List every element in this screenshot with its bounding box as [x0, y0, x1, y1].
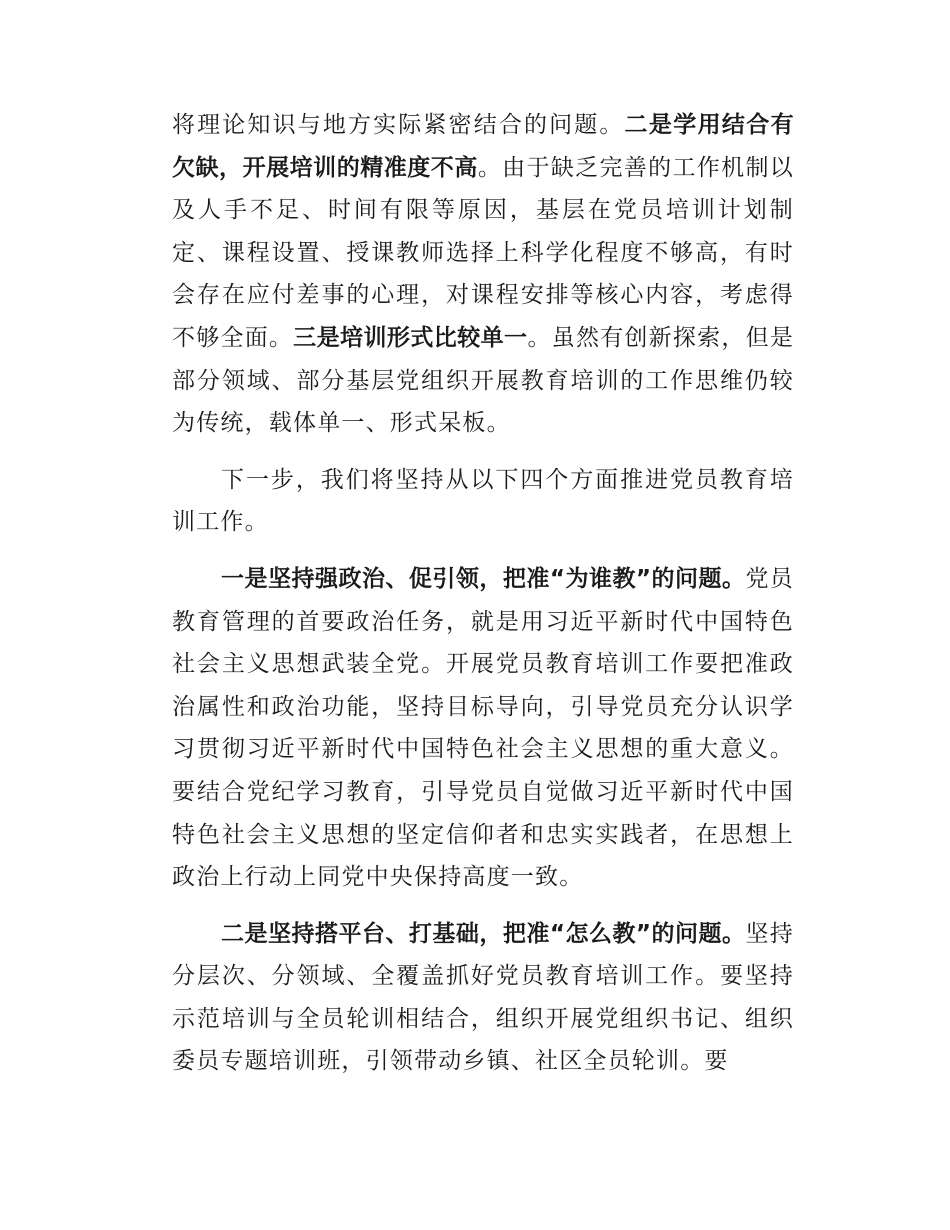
paragraph-4 [172, 913, 794, 1083]
paragraph-1-text-3: 。虽然有创新探索，但是部分领域、部分基层党组织开展教育培训的工作思维仍较为传统，载体单一、形式呆板。 [172, 324, 795, 437]
paragraph-4-heading: 二是坚持搭平台、打基础，把准“怎么教”的问题。 [221, 920, 746, 947]
document-body [172, 104, 794, 1083]
paragraph-4-text: 坚持分层次、分领域、全覆盖抓好党员教育培训工作。要坚持示范培训与全员轮训相结合，组织开展党组织书记、组织委员专题培训班，引领带动乡镇、社区全员轮训。要 [172, 920, 794, 1075]
paragraph-1-heading-3: 三是培训形式比较单一 [293, 324, 528, 351]
paragraph-3-heading: 一是坚持强政治、促引领，把准“为谁教”的问题。 [221, 565, 746, 592]
paragraph-1-heading-2: 二是学用结合有欠缺，开展培训的精准度不高 [172, 112, 794, 181]
paragraph-3 [172, 558, 794, 899]
paragraph-1 [172, 104, 794, 445]
paragraph-1-text-2: 。由于缺乏完善的工作机制以及人手不足、时间有限等原因，基层在党员培训计划制定、课程设置、授课教师选择上科学化程度不够高，有时会存在应付差事的心理，对课程安排等核心内容，考虑得不够全面。 [172, 154, 794, 351]
paragraph-2-text: 下一步，我们将坚持从以下四个方面推进党员教育培训工作。 [172, 466, 794, 536]
paragraph-1-text-1: 将理论知识与地方实际紧密结合的问题。 [172, 112, 625, 138]
paragraph-3-text: 党员教育管理的首要政治任务，就是用习近平新时代中国特色社会主义思想武装全党。开展党员教育培训工作要把准政治属性和政治功能，坚持目标导向，引导党员充分认识学习贯彻习近平新时代中国特色社会主义思想的重大意义。要结合党纪学习教育，引导党员自觉做习近平新时代中国特色社会主义思想的坚定信仰者和忠实实践者，在思想上政治上行动上同党中央保持高度一致。 [172, 565, 794, 891]
paragraph-2 [172, 459, 794, 544]
